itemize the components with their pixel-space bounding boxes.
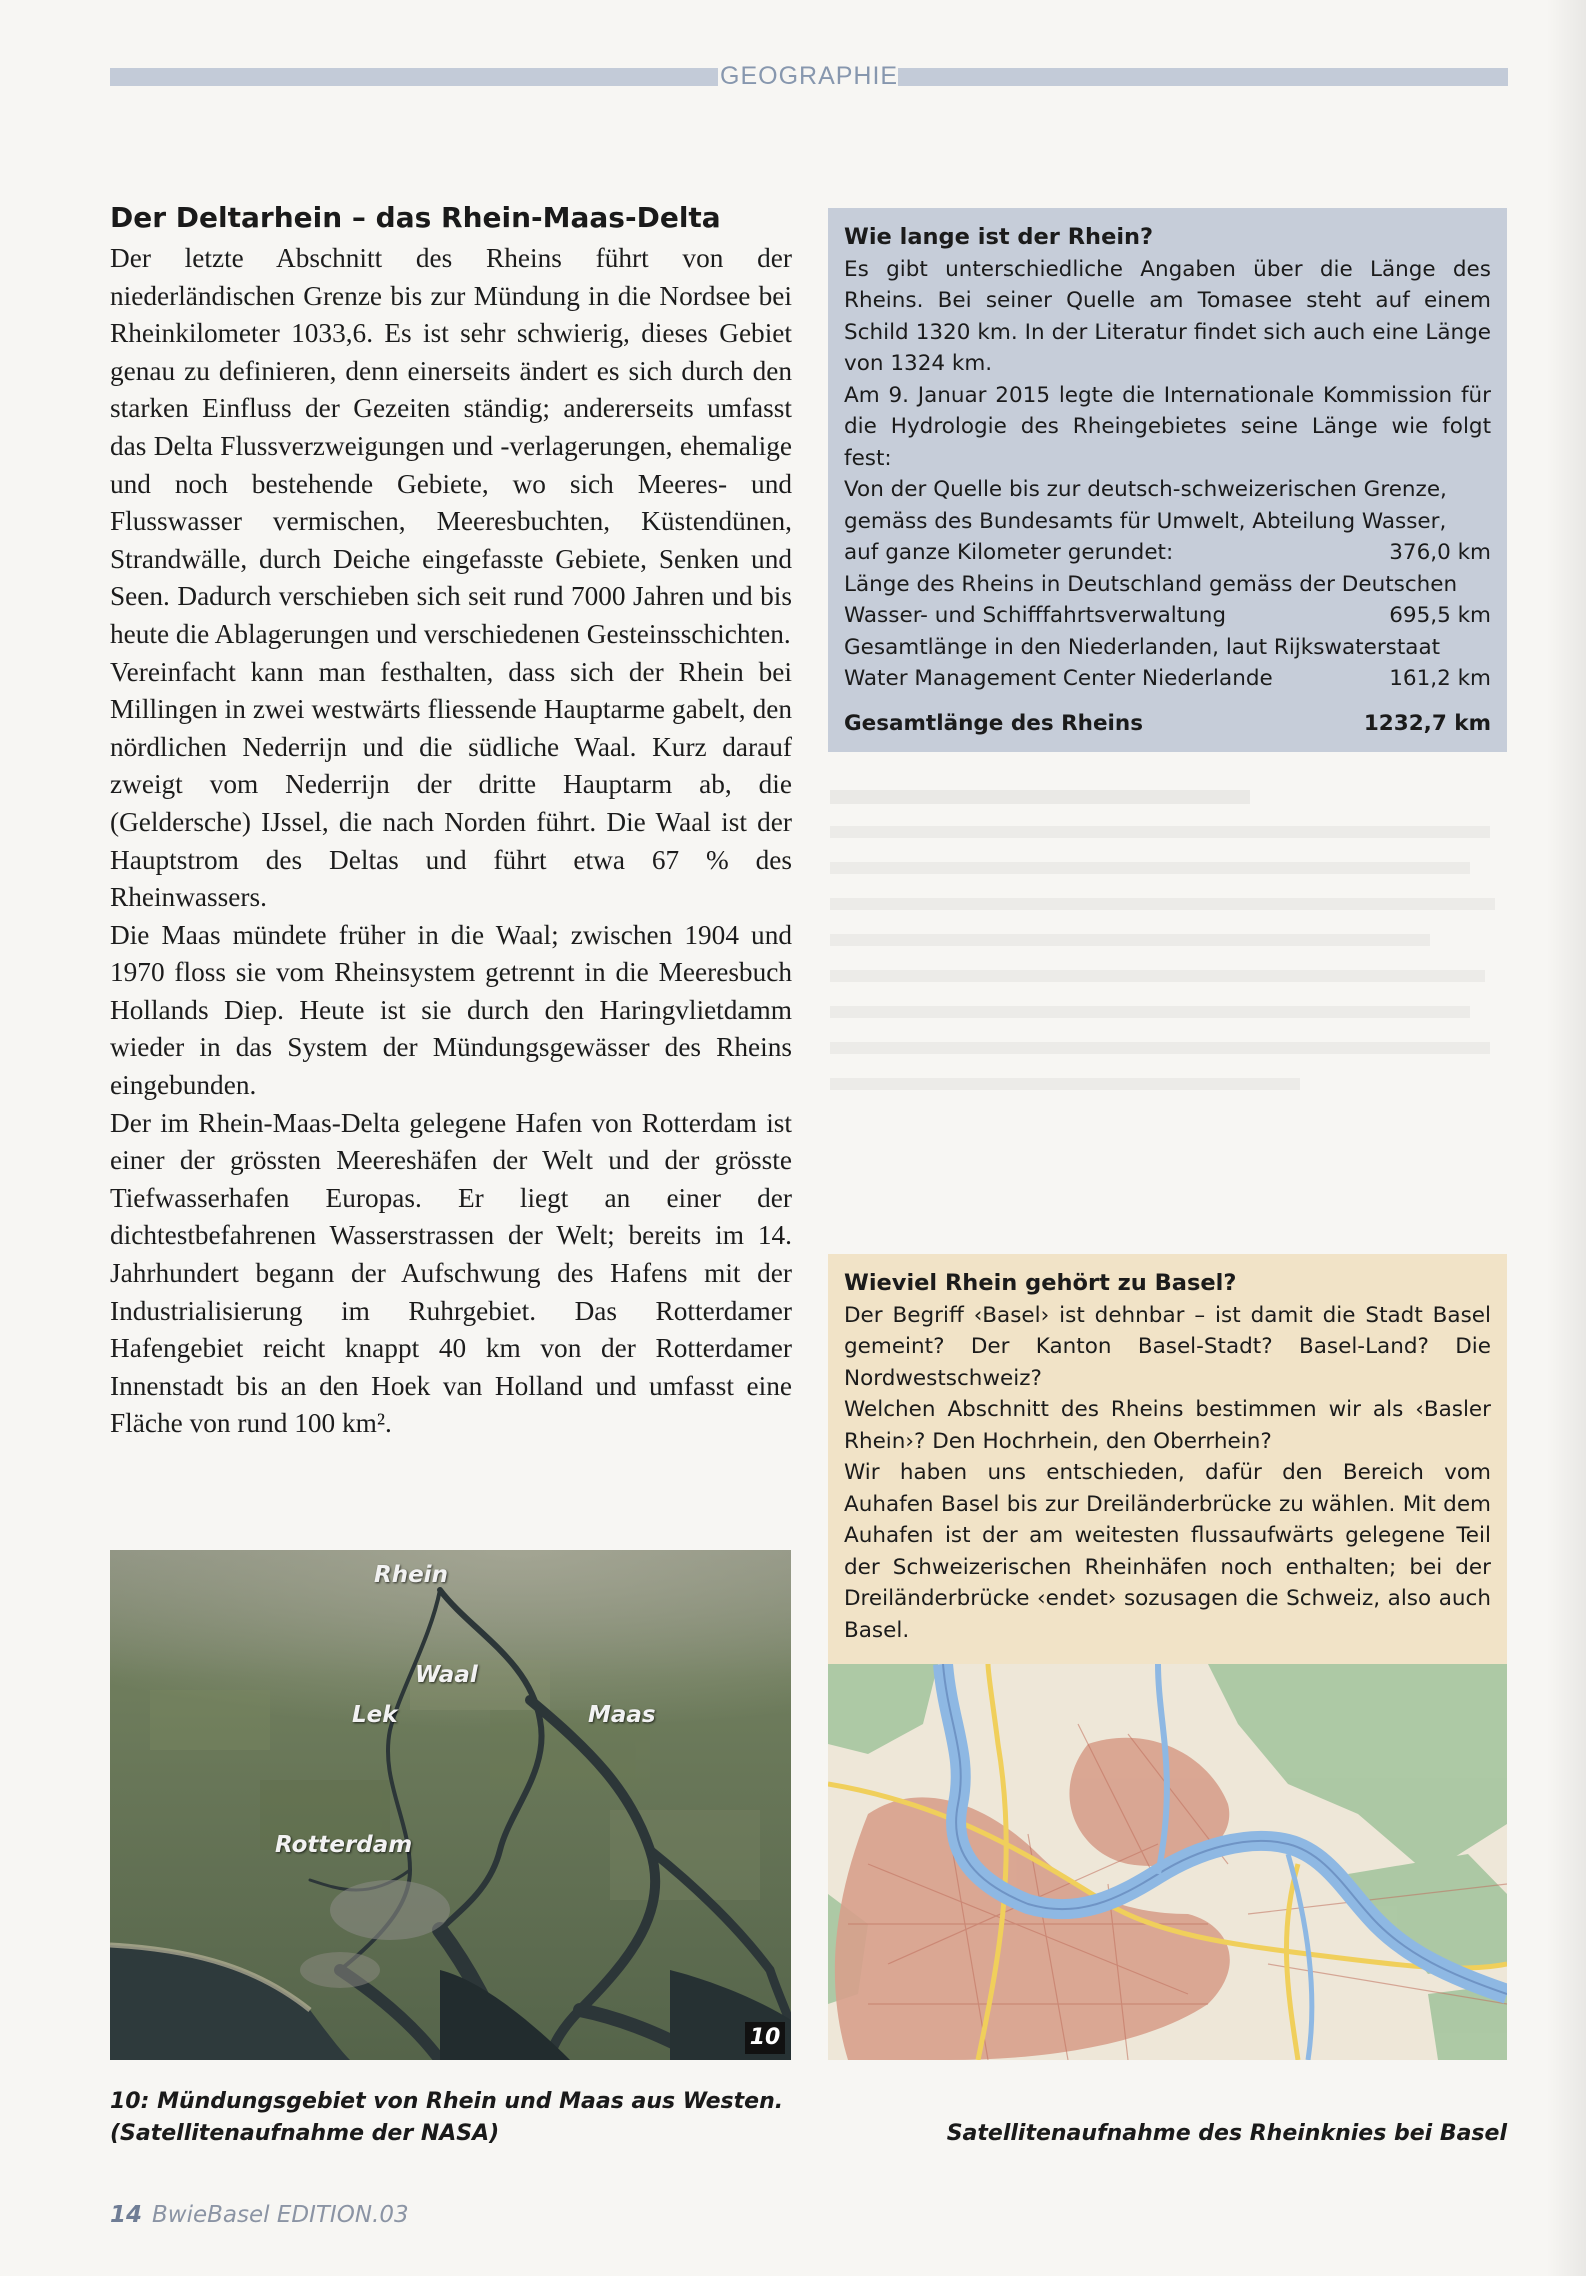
map-caption: Satellitenaufnahme des Rheinknies bei Basel — [946, 2121, 1507, 2146]
basel-rhine-para: Wir haben uns entschieden, dafür den Bereich vom Auhafen Basel bis zur Dreiländerbrücke zu wählen. Mit dem Auhafen ist der am weitesten flussaufwärts gelegene Teil der Schweizerischen Rheinhäfen noch enthalten; bei der Dreiländerbrücke ‹endet› sozusagen die Schweiz, also auch Basel. — [844, 1460, 1491, 1643]
page-footer — [110, 2202, 409, 2228]
rhine-length-intro: Es gibt unterschiedliche Angaben über die Länge des Rheins. Bei seiner Quelle am Tomasee steht auf einem Schild 1320 km. In der Literatur findet sich auch eine Länge von 1324 km. — [844, 256, 1491, 376]
article-paragraph: Die Maas mündete früher in die Waal; zwischen 1904 und 1970 floss sie vom Rheinsystem getrennt in die Meeresbuch Hollands Diep. Heute ist sie durch den Haringvlietdamm wieder in das System der Mündungsgewässer des Rheins eingebunden. — [110, 919, 792, 1101]
page-edge-shadow — [1546, 0, 1586, 2276]
length-entry-label: Wasser- und Schifffahrtsverwaltung — [844, 603, 1227, 628]
rhine-length-title: Wie lange ist der Rhein? — [844, 224, 1154, 250]
label-rotterdam: Rotterdam — [275, 1832, 413, 1858]
basel-rhine-title: Wieviel Rhein gehört zu Basel? — [844, 1270, 1237, 1296]
header-rule-left — [110, 68, 718, 86]
delta-satellite-illustration — [110, 1550, 791, 2060]
length-entry — [844, 474, 1491, 569]
article-column — [110, 200, 792, 1443]
article-title: Der Deltarhein – das Rhein-Maas-Delta — [110, 201, 721, 234]
article-paragraph: Der im Rhein-Maas-Delta gelegene Hafen von Rotterdam ist einer der grössten Meereshäfen der Welt und der grösste Tiefwasserhafen Europas. Er liegt an einer der dichtestbefahrenen Wasserstrassen der Welt; bereits im 14. Jahrhundert begann der Aufschwung des Hafens mit der Industrialisierung im Ruhrgebiet. Das Rotterdamer Hafengebiet reicht knappt 40 km von der Rotterdamer Innenstadt bis an den Hoek van Holland und umfasst eine Fläche von rund 100 km². — [110, 1107, 792, 1439]
length-entry-label: auf ganze Kilometer gerundet: — [844, 540, 1174, 565]
label-rhein: Rhein — [374, 1562, 448, 1588]
article-paragraph: Der letzte Abschnitt des Rheins führt von der niederländischen Grenze bis zur Mündung in die Nordsee bei Rheinkilometer 1033,6. Es ist sehr schwierig, dieses Gebiet genau zu definieren, denn einerseits ändert es sich durch den starken Einfluss der Gezeiten ständig; andererseits umfasst das Delta Flussverzweigungen und -verlagerungen, ehemalige und noch bestehende Gebiete, wo sich Meeres- und Flusswasser vermischen, Meeresbuchten, Küstendünen, Strandwälle, durch Deiche eingefasste Gebiete, Senken und Seen. Dadurch verschieben sich seit rund 7000 Jahren und bis heute die Ablagerungen und verschiedenen Gesteinsschichten. — [110, 243, 792, 649]
length-entry — [844, 569, 1491, 632]
length-entry-value: 376,0 km — [1389, 540, 1491, 565]
length-entry — [844, 632, 1491, 695]
length-entry-value: 161,2 km — [1389, 666, 1491, 691]
header-rule-right — [898, 68, 1508, 86]
section-label: GEOGRAPHIE — [720, 62, 899, 90]
publication-name: BwieBasel EDITION.03 — [152, 2202, 409, 2228]
rhine-length-para: Am 9. Januar 2015 legte die Internationale Kommission für die Hydrologie des Rheingebietes seine Länge wie folgt fest: — [844, 382, 1491, 471]
basel-rhine-para: Welchen Abschnitt des Rheins bestimmen wir als ‹Basler Rhein›? Den Hochrhein, den Oberrhein? — [844, 1397, 1491, 1454]
satellite-caption — [110, 2086, 783, 2150]
satellite-caption-line2: (Satellitenaufnahme der NASA) — [110, 2121, 500, 2146]
length-entry-value: 695,5 km — [1389, 603, 1491, 628]
label-waal: Waal — [415, 1662, 478, 1688]
length-entry-label: Water Management Center Niederlande — [844, 666, 1273, 691]
length-total-label: Gesamtlänge des Rheins — [844, 710, 1144, 736]
length-total — [844, 708, 1491, 740]
length-entry-text: Länge des Rheins in Deutschland gemäss der Deutschen — [844, 571, 1458, 597]
length-total-value: 1232,7 km — [1363, 710, 1491, 736]
basel-rhine-box — [828, 1254, 1507, 1664]
basel-map-illustration — [828, 1664, 1507, 2060]
satellite-caption-line1: 10: Mündungsgebiet von Rhein und Maas aus Westen. — [110, 2089, 784, 2114]
basel-map-image — [828, 1664, 1507, 2060]
page-number: 14 — [110, 2202, 143, 2228]
label-lek: Lek — [352, 1702, 398, 1728]
article-paragraph: Vereinfacht kann man festhalten, dass sich der Rhein bei Millingen in zwei westwärts fliessende Hauptarme gabelt, den nördlichen Nederrijn und die südliche Waal. Kurz darauf zweigt vom Nederrijn der dritte Hauptarm ab, die (Geldersche) IJssel, die nach Norden führt. Die Waal ist der Hauptstrom des Deltas und führt etwa 67 % des Rheinwassers. — [110, 656, 792, 913]
bleed-through-texture — [830, 780, 1510, 1090]
rhine-length-box — [828, 208, 1507, 752]
basel-rhine-para: Der Begriff ‹Basel› ist dehnbar – ist damit die Stadt Basel gemeint? Der Kanton Basel-Stadt? Basel-Land? Die Nordwestschweiz? — [844, 1302, 1491, 1391]
label-maas: Maas — [588, 1702, 656, 1728]
length-entry-text: Von der Quelle bis zur deutsch-schweizerischen Grenze, gemäss des Bundesamts für Umwelt, Abteilung Wasser, — [844, 477, 1447, 534]
length-entry-text: Gesamtlänge in den Niederlanden, laut Rijkswaterstaat — [844, 634, 1441, 660]
figure-number-badge: 10 — [745, 2022, 785, 2054]
delta-satellite-image — [110, 1550, 791, 2060]
